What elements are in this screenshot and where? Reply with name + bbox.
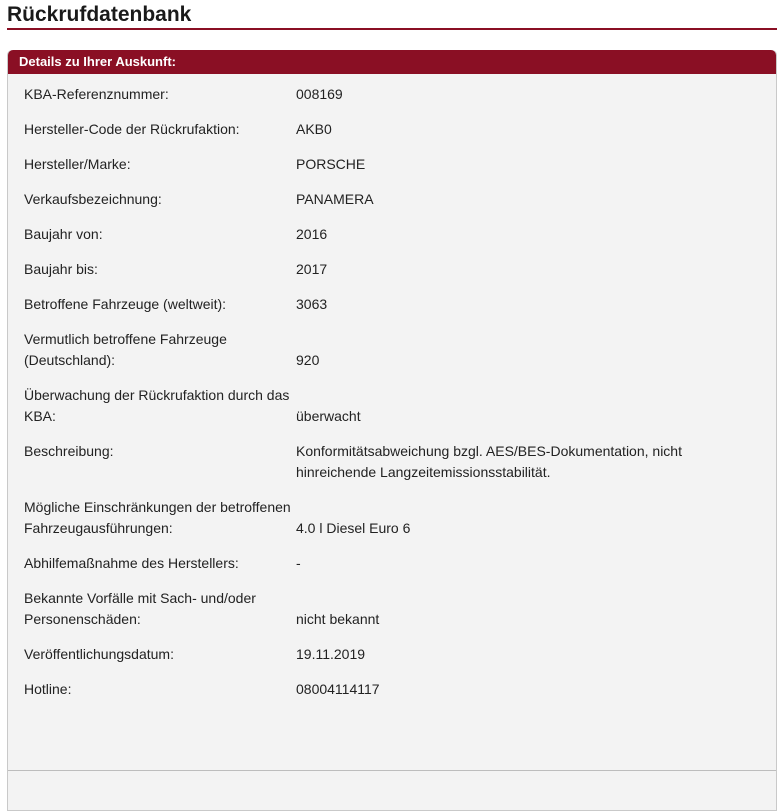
label-restrictions: Mögliche Einschränkungen der betroffenen Fahrzeugausführungen: <box>24 499 291 536</box>
row-year-from <box>8 218 776 253</box>
label-kba-monitoring: Überwachung der Rückrufaktion durch das KBA: <box>24 387 290 424</box>
label-year-to: Baujahr bis: <box>24 261 98 277</box>
value-model-name: PANAMERA <box>296 191 374 207</box>
value-kba-monitoring: überwacht <box>296 408 361 424</box>
title-divider <box>7 28 777 30</box>
row-year-to <box>8 253 776 288</box>
label-manufacturer-code: Hersteller-Code der Rückrufaktion: <box>24 121 240 137</box>
value-affected-worldwide: 3063 <box>296 296 328 312</box>
value-year-from: 2016 <box>296 226 328 242</box>
row-remedy <box>8 547 776 582</box>
row-model-name <box>8 183 776 218</box>
row-affected-germany <box>8 323 776 379</box>
details-panel <box>7 50 777 811</box>
label-kba-reference: KBA-Referenznummer: <box>24 86 169 102</box>
label-brand: Hersteller/Marke: <box>24 156 131 172</box>
value-remedy: - <box>296 555 301 571</box>
label-publication-date: Veröffentlichungsdatum: <box>24 646 174 662</box>
row-manufacturer-code <box>8 113 776 148</box>
label-model-name: Verkaufsbezeichnung: <box>24 191 162 207</box>
value-restrictions: 4.0 l Diesel Euro 6 <box>296 520 411 536</box>
row-publication-date <box>8 638 776 673</box>
row-incidents <box>8 582 776 638</box>
row-restrictions <box>8 491 776 547</box>
value-incidents: nicht bekannt <box>296 611 380 627</box>
details-table <box>8 78 776 708</box>
row-brand <box>8 148 776 183</box>
label-affected-germany: Vermutlich betroffene Fahrzeuge (Deutschland): <box>24 331 227 368</box>
value-manufacturer-code: AKB0 <box>296 121 332 137</box>
value-kba-reference: 008169 <box>296 86 343 102</box>
label-incidents: Bekannte Vorfälle mit Sach- und/oder Personenschäden: <box>24 590 256 627</box>
label-year-from: Baujahr von: <box>24 226 103 242</box>
value-publication-date: 19.11.2019 <box>296 646 366 662</box>
panel-footer-divider <box>8 770 776 771</box>
value-year-to: 2017 <box>296 261 328 277</box>
label-remedy: Abhilfemaßnahme des Herstellers: <box>24 555 239 571</box>
row-kba-reference <box>8 78 776 113</box>
row-affected-worldwide <box>8 288 776 323</box>
value-hotline: 08004114117 <box>296 681 380 697</box>
page-title: Rückrufdatenbank <box>7 3 192 26</box>
value-description: Konformitätsabweichung bzgl. AES/BES-Dokumentation, nicht hinreichende Langzeitemissionsstabilität. <box>296 443 682 480</box>
panel-header: Details zu Ihrer Auskunft: <box>8 50 776 74</box>
row-description <box>8 435 776 491</box>
label-hotline: Hotline: <box>24 681 72 697</box>
value-brand: PORSCHE <box>296 156 366 172</box>
row-hotline <box>8 673 776 708</box>
label-affected-worldwide: Betroffene Fahrzeuge (weltweit): <box>24 296 227 312</box>
label-description: Beschreibung: <box>24 443 114 459</box>
value-affected-germany: 920 <box>296 352 320 368</box>
row-kba-monitoring <box>8 379 776 435</box>
